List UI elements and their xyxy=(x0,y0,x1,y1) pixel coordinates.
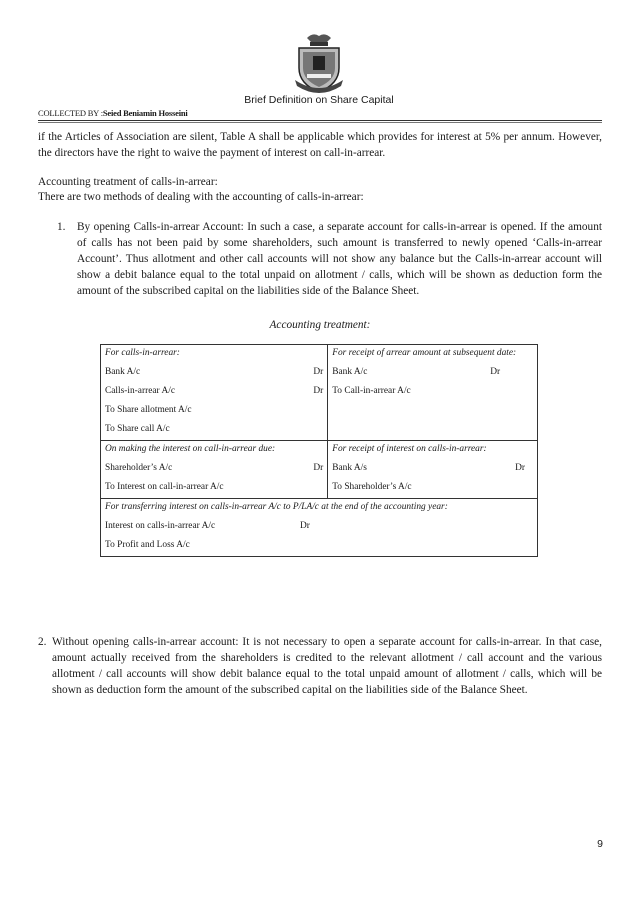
university-crest-icon xyxy=(293,30,345,94)
entry-receipt-interest xyxy=(328,441,538,499)
credit-line: To Share allotment A/c xyxy=(105,405,192,415)
credit-line: To Interest on call-in-arrear A/c xyxy=(105,482,224,492)
author-name: Seied Beniamin Hosseini xyxy=(102,108,188,118)
entry-heading: For receipt of interest on calls-in-arrear: xyxy=(332,444,487,454)
credit-line: To Profit and Loss A/c xyxy=(105,540,190,550)
debit-marker: Dr xyxy=(313,367,324,377)
debit-marker: Dr xyxy=(300,521,310,531)
table-caption: Accounting treatment: xyxy=(269,319,371,331)
accounting-entries-table xyxy=(100,344,538,557)
debit-line: Calls-in-arrear A/c xyxy=(105,386,176,396)
entry-interest-due xyxy=(101,441,328,499)
section-title: Accounting treatment of calls-in-arrear: xyxy=(38,176,218,188)
entry-heading: On making the interest on call-in-arrear due: xyxy=(105,444,276,454)
section-subtitle: There are two methods of dealing with the accounting of calls-in-arrear: xyxy=(38,191,364,203)
debit-line: Interest on calls-in-arrear A/c xyxy=(105,521,216,531)
entry-calls-in-arrear xyxy=(101,345,328,441)
method-2-text: Without opening calls-in-arrear account: It is not necessary to open a separate account for calls-in-arrear. In that case, amount actually received from the shareholders is credited to the relevant allotment / call account and the various allotment / call accounts will show debit balance equal to the total unpaid amount of allotment / calls, which will be shown as deduction form the amount of the subscribed capital on the liabilities side of the Balance Sheet. xyxy=(52,636,602,696)
credit-line: To Call-in-arrear A/c xyxy=(332,386,411,396)
entry-heading: For calls-in-arrear: xyxy=(105,348,180,358)
collected-by-label: COLLECTED BY : xyxy=(38,108,103,118)
debit-marker: Dr xyxy=(313,386,324,396)
document-title: Brief Definition on Share Capital xyxy=(244,94,394,106)
page-number: 9 xyxy=(597,838,603,850)
credit-line: To Shareholder’s A/c xyxy=(332,482,412,492)
debit-marker: Dr xyxy=(313,463,324,473)
debit-line: Bank A/s xyxy=(332,463,367,473)
credit-line: To Share call A/c xyxy=(105,424,170,434)
header-rule xyxy=(38,120,602,121)
method-2-number: 2. xyxy=(38,636,47,648)
method-1-number: 1. xyxy=(57,221,66,233)
collected-by xyxy=(38,108,188,118)
header-rule-secondary xyxy=(38,122,602,123)
debit-line: Bank A/c xyxy=(332,367,368,377)
debit-marker: Dr xyxy=(515,463,525,473)
debit-marker: Dr xyxy=(490,367,501,377)
debit-line: Shareholder’s A/c xyxy=(105,463,173,473)
entry-heading: For receipt of arrear amount at subsequent date: xyxy=(332,348,517,358)
entry-receipt-arrear xyxy=(328,345,538,441)
entry-heading: For transferring interest on calls-in-arrear A/c to P/LA/c at the end of the accounting year: xyxy=(105,502,448,512)
debit-line: Bank A/c xyxy=(105,367,141,377)
method-1-text: By opening Calls-in-arrear Account: In such a case, a separate account for calls-in-arrear is opened. If the amount of calls has not been paid by some shareholders, such amount is transferred to newly opened ‘Calls-in-arrear Account’. Thus allotment and other call accounts will not show any balance but the Calls-in-arrear account will show a debit balance equal to the total unpaid on allotment / calls, which will be shown as deduction form the amount of the subscribed capital on the liabilities side of the Balance Sheet. xyxy=(77,221,602,297)
intro-paragraph: if the Articles of Association are silent, Table A shall be applicable which provides for interest at 5% per annum. However, the directors have the right to waive the payment of interest on call-in-arrear. xyxy=(38,131,602,159)
entry-transfer-interest xyxy=(101,499,538,557)
